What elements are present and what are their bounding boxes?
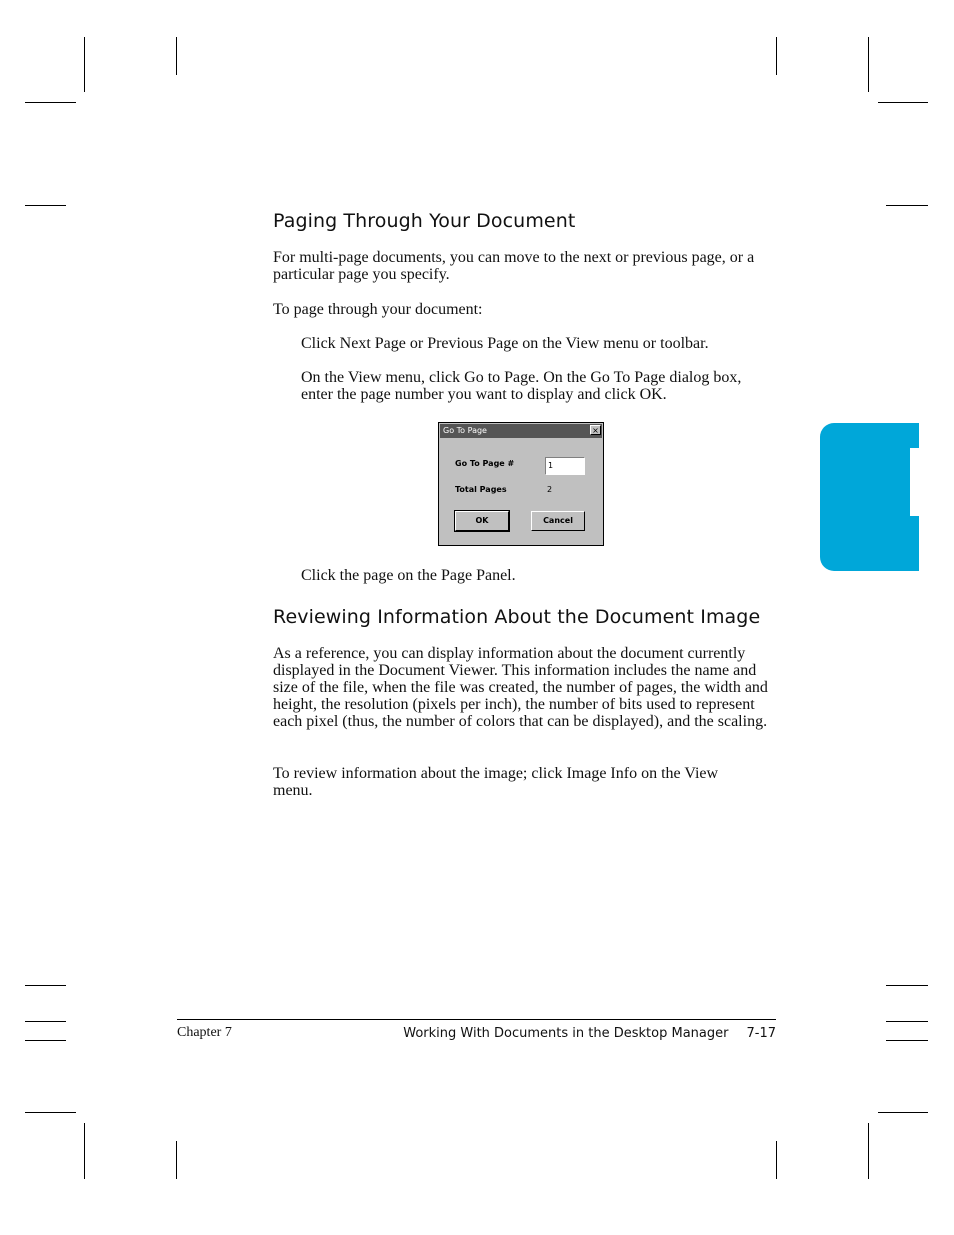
crop-mark — [868, 37, 869, 92]
page-number: 7-17 — [746, 1026, 776, 1041]
crop-mark — [25, 1112, 76, 1113]
section-heading-image-info: Reviewing Information About the Document Image — [273, 606, 761, 628]
close-icon[interactable]: × — [590, 425, 601, 435]
crop-mark — [776, 1141, 777, 1179]
crop-mark — [878, 1112, 928, 1113]
crop-mark — [886, 1021, 928, 1022]
crop-mark — [878, 102, 928, 103]
dialog-title: Go To Page — [443, 426, 487, 435]
total-pages-label: Total Pages — [455, 485, 507, 494]
dialog-title-bar — [440, 424, 602, 438]
paging-lead: To page through your document: — [273, 301, 483, 318]
crop-mark — [25, 1021, 66, 1022]
footer-title: Working With Documents in the Desktop Manager — [403, 1026, 729, 1041]
crop-mark — [25, 1040, 66, 1041]
footer-chapter: Chapter 7 — [177, 1025, 232, 1040]
go-to-page-dialog — [438, 422, 604, 546]
image-info-body: As a reference, you can display information about the document currently displayed in the Document Viewer. This information includes the name and size of the file, when the file was created, the number of pages, the width and height, the resolution (pixels per inch), the number of bits used to represent each pixel (thus, the number of colors that can be displayed), and the scaling. — [273, 645, 768, 730]
page-number-input[interactable]: 1 — [545, 457, 585, 475]
crop-mark — [25, 205, 66, 206]
footer-running-title — [403, 1026, 776, 1041]
total-pages-value: 2 — [547, 485, 553, 494]
crop-mark — [176, 37, 177, 75]
crop-mark — [776, 37, 777, 75]
ok-button[interactable]: OK — [455, 511, 509, 531]
crop-mark — [886, 205, 928, 206]
image-info-instruction: To review information about the image; click Image Info on the View menu. — [273, 765, 719, 799]
footer-rule — [177, 1019, 776, 1020]
crop-mark — [176, 1141, 177, 1179]
chapter-thumb-tab — [820, 423, 919, 571]
paging-step-2: On the View menu, click Go to Page. On the Go To Page dialog box, enter the page number you want to display and click OK. — [301, 369, 742, 403]
paging-step-1: Click Next Page or Previous Page on the View menu or toolbar. — [301, 335, 709, 352]
crop-mark — [84, 1123, 85, 1179]
crop-mark — [868, 1123, 869, 1179]
crop-mark — [886, 985, 928, 986]
page-number-label: Go To Page # — [455, 459, 515, 468]
thumb-tab-notch — [910, 448, 919, 516]
crop-mark — [25, 985, 66, 986]
cancel-button[interactable]: Cancel — [531, 511, 585, 531]
paging-intro: For multi-page documents, you can move to the next or previous page, or a particular page you specify. — [273, 249, 755, 283]
section-heading-paging: Paging Through Your Document — [273, 210, 576, 232]
paging-step-3: Click the page on the Page Panel. — [301, 567, 516, 584]
crop-mark — [886, 1040, 928, 1041]
crop-mark — [84, 37, 85, 92]
crop-mark — [25, 102, 76, 103]
